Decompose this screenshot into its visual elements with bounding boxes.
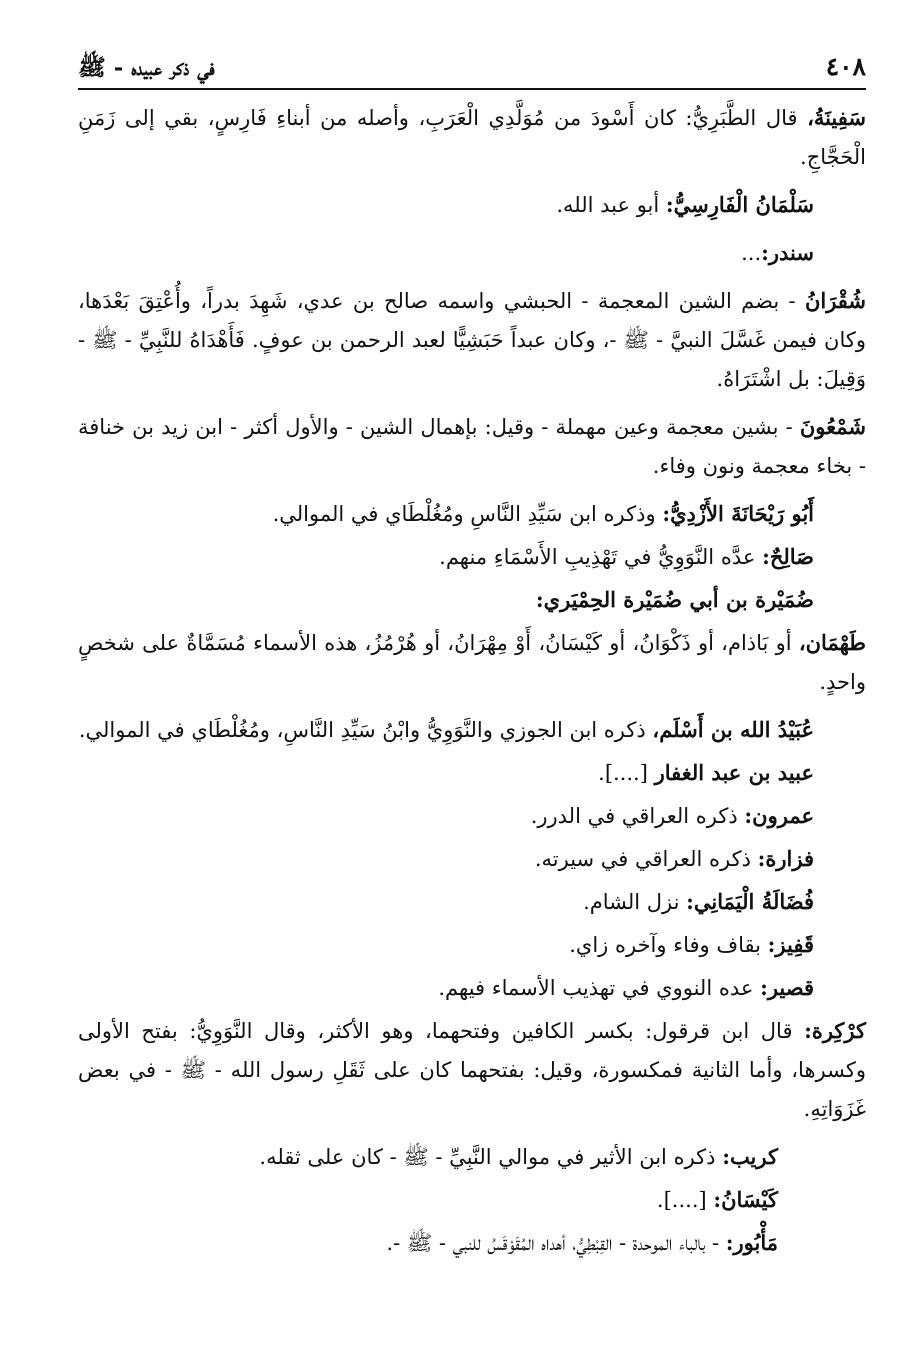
entry-text: ذكره العراقي في الدرر. [530,804,745,828]
entry-ubaydullah [78,710,866,750]
entry-karkara [78,1011,866,1129]
entry-term: عبيد بن عبد الغفار [654,760,814,785]
entry-term: فزارة: [757,846,814,871]
entry-text: قال ابن قرقول: بكسر الكافين وفتحهما، وهو الأكثر، وقال النَّوَوِيُّ: بفتح الأولى وكسرها، وأما الثانية فمكسورة، وقيل: بفتحهما كان على ثَقَلِ رسول الله - ﷺ - في بعض غَزَوَاتِهِ. [78,1019,866,1121]
entry-text: - بشين معجمة وعين مهملة - وقيل: بإهمال الشين - والأول أكثر - ابن زيد بن خنافة - بخاء معجمة ونون وفاء. [78,415,866,478]
entry-term: سَفِينَةُ، [807,105,866,130]
entry-term: كَيْسَانُ: [713,1187,778,1212]
entry-shamoun [78,407,866,486]
entry-text: عدَّه النَّوَوِيُّ في تَهْذِيبِ الأَسْمَاءِ منهم. [439,545,763,569]
entry-qusayr [78,968,866,1008]
entry-amroun [78,796,866,836]
entry-kurayb [78,1137,866,1177]
entry-text: عده النووي في تهذيب الأسماء فيهم. [438,976,761,1000]
running-title: في ذكر عبيده - ﷺ [78,54,215,81]
entry-term: قَفِيز: [767,932,814,957]
entry-text: ذكره العراقي في سيرته. [534,847,758,871]
page-body [78,98,866,1263]
entry-text: [....]. [598,761,655,785]
entry-text: بقاف وفاء وآخره زاي. [569,933,768,957]
entry-term: صَالِحٌ: [762,544,814,569]
entry-term: سندر: [761,240,814,265]
entry-mabour [78,1223,866,1263]
entry-text: أو بَاذام، أو ذَكْوَانُ، أو كَيْسَانُ، أَوْ مِهْرَانُ، أو هُرْمُزُ، هذه الأسماء مُسَمَّاةٌ على شخصٍ واحدٍ. [78,631,866,694]
entry-fazara [78,839,866,879]
entry-term: عُبَيْدُ الله بن أَسْلَم، [652,717,814,742]
entry-abu-rayhana [78,494,866,534]
entry-term: عمرون: [744,803,814,828]
entry-term: شُقْرَانُ [804,288,866,313]
entry-text: - بضم الشين المعجمة - الحبشي واسمه صالح بن عدي، شَهِدَ بدراً، وأُعْتِقَ بَعْدَها، وكان فيمن غَسَّلَ النبيَّ - ﷺ -، وكان عبداً حَبَشِيًّا لعبد الرحمن بن عوفٍ. فَأَهْدَاهُ للنَّبِيِّ - ﷺ - وَقِيلَ: بل اشْتَرَاهُ. [78,289,866,391]
page-number: ٤٠٨ [825,52,866,81]
entry-term: فُضَالَةُ الْيَمَانِي: [686,889,814,914]
entry-safina [78,98,866,177]
entry-term: سَلْمَانُ الْفَارِسِيُّ: [665,192,814,217]
entry-shuqran [78,281,866,399]
entry-text: وذكره ابن سَيِّدِ النَّاسِ ومُغُلْطَاي في الموالي. [272,502,663,526]
entry-fudala [78,882,866,922]
entry-sandar [78,233,866,273]
entry-text: [....]. [656,1188,714,1212]
entry-qafiz [78,925,866,965]
entry-term: ضُمَيْرة بن أبي ضُمَيْرة الحِمْيَري: [535,587,814,612]
entry-salman [78,185,866,225]
entry-ubayd [78,753,866,793]
entry-kaysan [78,1180,866,1220]
entry-text: ذكره ابن الجوزي والنَّوَوِيُّ وابْنُ سَيِّدِ النَّاسِ، ومُغُلْطَاي في الموالي. [78,718,653,742]
entry-term: مَأْبُور: [725,1230,778,1255]
entry-text: - بالباء الموحدة - القِبْطِيُّ، أهداه المُقَوْقَسُ للنبي - ﷺ -. [386,1231,726,1255]
entry-text: نزل الشام. [583,890,687,914]
entry-term: كريب: [722,1144,778,1169]
entry-dumayra [78,580,866,620]
entry-term: أَبُو رَيْحَانَةَ الأَزْدِيُّ: [662,501,814,526]
entry-salih [78,537,866,577]
entry-tahman [78,623,866,702]
entry-term: قصير: [760,975,814,1000]
book-page [78,52,866,1266]
entry-term: طَهْمَان، [798,630,866,655]
entry-text: أبو عبد الله. [556,193,666,217]
page-header [78,52,866,90]
entry-term: كرْكِرة: [804,1018,866,1043]
entry-text: قال الطَّبَرِيُّ: كان أَسْودَ من مُوَلَّدِي الْعَرَبِ، وأصله من أبناءِ فَارِسٍ، بقي إلى زَمَنِ الْحَجَّاجِ. [78,106,866,169]
entry-text: ... [741,241,762,265]
entry-term: شَمْعُونَ [799,414,866,439]
entry-text: ذكره ابن الأثير في موالي النَّبِيِّ - ﷺ - كان على ثقله. [259,1145,723,1169]
